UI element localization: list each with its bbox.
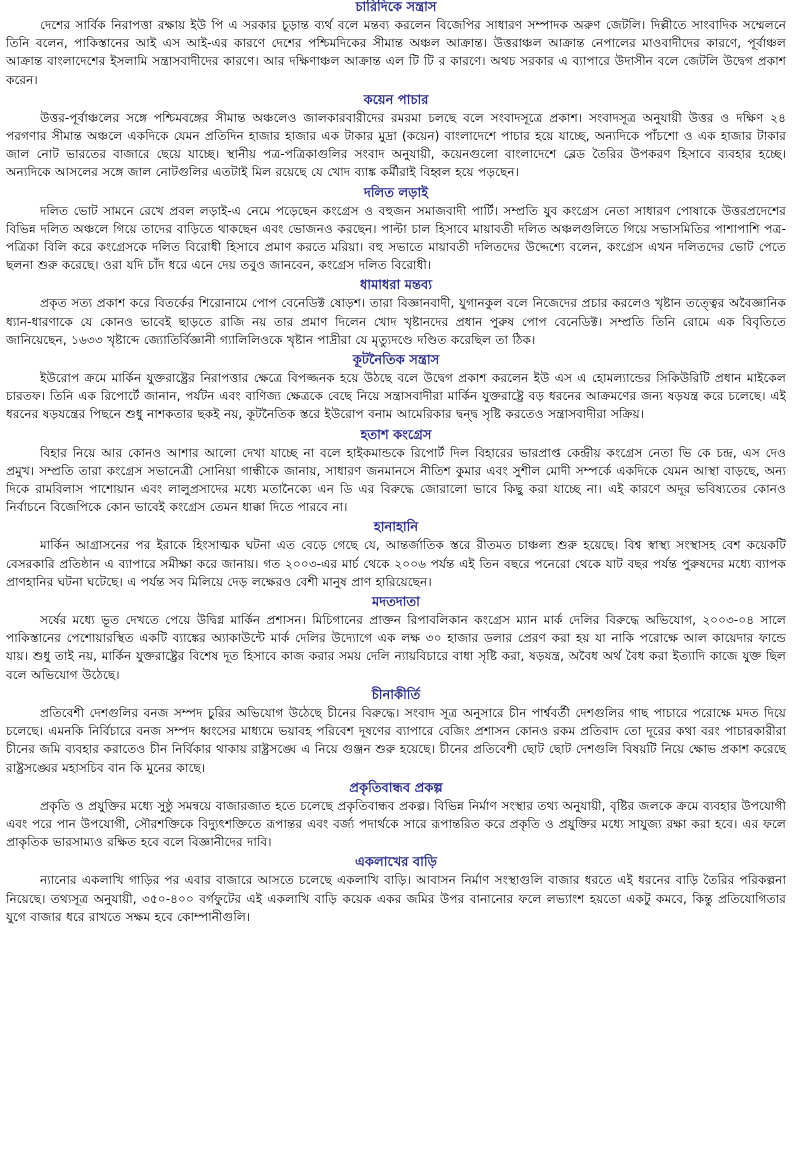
news-item-coin-smuggling <box>6 93 786 182</box>
news-headline: হানাহানি <box>373 520 419 536</box>
news-body: মার্কিন আগ্রাসনের পর ইরাকে হিংসাত্মক ঘটনা এত বেড়ে গেছে যে, আন্তর্জাতিক স্তরে রীতমত চাঞ্চল্য শুরু হয়েছে। বিশ্ব স্বাস্থ্য সংস্থাসহ বেশ কয়েকটি বেসরকারি প্রতিষ্ঠান এ ব্যাপারে সমীক্ষা করে জানায়। গত ২০০৩-এর মার্চ থেকে ২০০৬ পর্যন্ত এই তিন বছরে পনেরো থেকে যাট বছর পর্যন্ত পুরুষদের মধ্যে ব্যাপক প্রাণহানির ঘটনা ঘটেছে। এ পর্যন্ত সব মিলিয়ে দেড় লক্ষেরও বেশী মানুষ প্রাণ হারিয়েছেন। <box>6 538 786 589</box>
news-item-dalit-fight <box>6 186 786 275</box>
news-item-diplomatic-terror <box>6 353 786 424</box>
news-headline: কয়েন পাচার <box>363 92 429 108</box>
news-body: প্রকৃত সত্য প্রকাশ করে বিতর্কের শিরোনামে পোপ বেনেডিক্ট ষোড়শ। তারা বিজ্ঞানবাদী, যুগানকুল বলে নিজেদের প্রচার করলেও খৃষ্টান তত্ত্বের অবৈজ্ঞানিক ধ্যান-ধারণাকে যে কোনও ভাবেই ছাড়তে রাজি নয় তার প্রমাণ দিলেন খোদ খৃষ্টানদের প্রধান পুরুষ পোপ বেনেডিক্ট। সম্প্রতি তিনি রোমে এক বিবৃতিতে জানিয়েছেন, ১৬৩৩ খৃষ্টাব্দে জ্যোতির্বিজ্ঞানী গ্যালিলিওকে খৃষ্টান পাদ্রীরা যে মৃত্যুদণ্ডে দণ্ডিত করেছিল তা ঠিক। <box>6 296 786 347</box>
news-body: প্রকৃতি ও প্রযুক্তির মধ্যে সুষ্ঠু সমন্বয়ে বাজারজাত হতে চলেছে প্রকৃতিবান্ধব প্রকল্প। বিভিন্ন নির্মাণ সংস্থার তথ্য অনুযায়ী, বৃষ্টির জলকে ক্রমে ব্যবহার উপযোগী এবং পরে পান উপযোগী, সৌরশক্তিকে বিদ্যুৎশক্তিতে রূপান্তর এবং বর্জ্য পদার্থকে সারে রূপান্তরিত করে প্রকৃতি ও প্রযুক্তির মধ্যে সাযুজ্য রক্ষা করা হবে। এর ফলে প্রাকৃতিক ভারসাম্যও রক্ষিত হবে বলে বিজ্ঞানীদের দাবি। <box>6 798 786 850</box>
news-item-one-lakh-house <box>6 855 786 926</box>
news-headline: প্রকৃতিবান্ধব প্রকল্প <box>349 780 443 796</box>
news-body: দেশের সার্বিক নিরাপত্তা রক্ষায় ইউ পি এ সরকার চূড়ান্ত ব্যর্থ বলে মন্তব্য করলেন বিজেপির সাধারণ সম্পাদক অরুণ জেটলি। দিল্লীতে সাংবাদিক সম্মেলনে তিনি বলেন, পাকিস্তানের আই এস আই-এর কারণে দেশের পশ্চিমদিকের সীমান্ত অঞ্চল আক্রান্ত। উত্তরাঞ্চল আক্রান্ত নেপালের মাওবাদীদের কারণে, পূর্বাঞ্চল আক্রান্ত বাংলাদেশের ইসলামি সন্ত্রাসবাদীদের কারণে। আর দক্ষিণাঞ্চল আক্রান্ত এল টি টি র কারণে। অথচ সরকার এ ব্যাপারে উদাসীন বলে জেটলি উদ্বেগ প্রকাশ করেন। <box>6 18 786 87</box>
news-item-frustrated-congress <box>6 428 786 517</box>
news-body: ইউরোপ ক্রমে মার্কিন যুক্তরাষ্ট্রের নিরাপত্তার ক্ষেত্রে বিপজ্জনক হয়ে উঠছে বলে উদ্বেগ প্রকাশ করলেন ইউ এস এ হোমল্যান্ডের সিকিউরিটি প্রধান মাইকেল চারতফ। তিনি এক রিপোর্টে জানান, পর্যটন এবং বাণিজ্য ক্ষেত্রকে বেছে নিয়ে সন্ত্রাসবাদীরা মার্কিন যুক্তরাষ্ট্রে বড় ধরনের আক্রমণের জন্য ষড়যন্ত্র করে চলেছে। এই ধরনের ষড়যন্ত্রের পিছনে শুধু নাশকতার ছকই নয়, কূটনৈতিক স্তরে ইউরোপ বনাম আমেরিকার দ্বন্দ্ব সৃষ্টি করতেও সন্ত্রাসবাদীরা সক্রিয়। <box>6 371 786 422</box>
news-headline: কূটনৈতিক সন্ত্রাস <box>352 353 440 369</box>
news-item-terrorism-all-sides <box>6 0 786 89</box>
news-body: দলিত ভোট সামনে রেখে প্রবল লড়াই-এ নেমে পড়েছেন কংগ্রেস ও বহুজন সমাজবাদী পার্টি। সম্প্রতি যুব কংগ্রেস নেতা সাধারণ পোষাকে উত্তরপ্রদেশের বিভিন্ন দলিত অঞ্চলে গিয়ে তাদের বাড়িতে থাকছেন এবং ভোজনও করছেন। পাল্টা চাল হিসাবে মায়াবতী দলিত অঞ্চলগুলিতে গিয়ে সভাসমিতির পাশাপাশি পত্র-পত্রিকা বিলি করে কংগ্রেসকে দলিত বিরোধী হিসাবে প্রমাণ করতে মরিয়া। বহু সভাতে মায়াবতী দলিতদের উদ্দেশ্যে বলেন, কংগ্রেস এখন দলিতদের ভোট পেতে ছলনা শুরু করেছে। ওরা যদি চাঁদ ধরে এনে দেয় তবুও জানবেন, কংগ্রেস দলিত বিরোধী। <box>6 203 786 273</box>
news-item-pope-comment <box>6 278 786 349</box>
news-body: উত্তর-পূর্বাঞ্চলের সঙ্গে পশ্চিমবঙ্গের সীমান্ত অঞ্চলেও জালকারবারীদের রমরমা চলছে বলে সংবাদসূত্রে প্রকাশ। সংবাদসূত্র অনুযায়ী উত্তর ও দক্ষিণ ২৪ পরগণার সীমান্ত অঞ্চলে একদিকে যেমন প্রতিদিন হাজার হাজার এক টাকার মুদ্রা (কয়েন) বাংলাদেশে পাচার হয়ে যাচ্ছে, অন্যদিকে পাঁচশো ও এক হাজার টাকার জাল নোট ভারতের বাজারে ছেয়ে যাচ্ছে। স্থানীয় পত্র-পত্রিকাগুলির সংবাদ অনুযায়ী, কয়েনগুলো বাংলাদেশে ব্লেড তৈরির উপকরণ হিসাবে ব্যবহার হচ্ছে। অন্যদিকে আসলের সঙ্গে জাল নোটগুলির এতটাই মিল রয়েছে যে খোদ ব্যাঙ্ক কর্মীরাই বিহ্বল হয়ে পড়ছেন। <box>6 110 786 180</box>
news-headline: ধামাধরা মন্তব্য <box>360 278 432 294</box>
news-item-iraq-violence <box>6 520 786 591</box>
news-body: প্রতিবেশী দেশগুলির বনজ সম্পদ চুরির অভিযোগ উঠেছে চীনের বিরুদ্ধে। সংবাদ সূত্র অনুসারে চীন পার্শ্ববর্তী দেশগুলির গাছ পাচারে পরোক্ষে মদত দিয়ে চলেছে। এমনকি নির্বিচারে বনজ সম্পদ ধ্বংসের মাধ্যমে ভয়াবহ পরিবেশ দূষণের ব্যাপারে বেজিং প্রশাসন কোনও রকম প্রতিবাদ তো দূরের কথা বরং পাচারকারীরা চীনের জমি ব্যবহার করাতেও চীন নির্বিকার থাকায় রাষ্ট্রসঙ্ঘে এ নিয়ে গুঞ্জন শুরু হয়েছে। চীনের প্রতিবেশী ছোট ছোট দেশগুলি বিষয়টি নিয়ে ক্ষোভ প্রকাশ করেছে রাষ্ট্রসঙ্ঘের মহাসচিব বান কি মুনের কাছে। <box>6 705 786 775</box>
news-body: বিহার নিয়ে আর কোনও আশার আলো দেখা যাচ্ছে না বলে হাইকমান্ডকে রিপোর্ট দিল বিহারের ভারপ্রাপ্ত কেন্দ্রীয় কংগ্রেস নেতা ভি কে চন্দ্র, এস দেও প্রমুখ। সম্প্রতি তারা কংগ্রেস সভানেত্রী সোনিয়া গান্ধীকে জানায়, সাধারণ জনমানসে নীতিশ কুমার এবং সুশীল মোদী সম্পর্কে একদিকে যেমন আস্থা বাড়ছে, অন্য দিকে রামবিলাস পাশোয়ান এবং লালুপ্রসাদের মধ্যে মতানৈক্যে এন ডি এর বিরুদ্ধে জোরালো ভাবে কিছু করা যাচ্ছে না। এই কারণে অদূর ভবিষ্যতের কোনও নির্বাচনে বিজেপিকে কোন ভাবেই কংগ্রেস তেমন ধাক্কা দিতে পারবে না। <box>6 445 786 515</box>
news-item-abettor <box>6 595 786 684</box>
news-item-eco-project <box>6 781 786 852</box>
news-item-china-deeds <box>6 688 786 777</box>
news-headline: চারিদিকে সন্ত্রাস <box>355 0 437 15</box>
news-headline: চীনাকীর্তি <box>371 687 421 703</box>
news-headline: দলিত লড়াই <box>363 185 428 201</box>
news-headline: একলাখের বাড়ি <box>355 855 437 871</box>
news-body: সর্ষের মধ্যে ভূত দেখতে পেয়ে উদ্বিগ্ন মার্কিন প্রশাসন। মিচিগানের প্রাক্তন রিপাবলিকান কংগ্রেস ম্যান মার্ক দেলির বিরুদ্ধে অভিযোগ, ২০০৩-০৪ সালে পাকিস্তানের পেশোয়ারস্থিত একটি ব্যাঙ্কের অ্যাকাউন্টে মার্ক দেলির উদ্যোগে এক লক্ষ ৩০ হাজার ডলার প্রেরণ করা হয় যা নাকি পরোক্ষে আল কায়েদার ফান্ডে যায়। শুধু তাই নয়, মার্কিন যুক্তরাষ্ট্রের বিশেষ দূত হিসাবে কাজ করার সময় দেলি ন্যায়বিচারে বাধা সৃষ্টি করা, ষড়যন্ত্র, অবৈধ অর্থ বৈধ করা ইত্যাদি কাজে যুক্ত ছিল বলে অভিযোগ উঠেছে। <box>6 613 786 682</box>
news-headline: মদতদাতা <box>372 595 420 611</box>
news-headline: হতাশ কংগ্রেস <box>360 427 432 443</box>
news-body: ন্যানোর একলাখি গাড়ির পর এবার বাজারে আসতে চলেছে একলাখি বাড়ি। আবাসন নির্মাণ সংস্থাগুলি বাজার ধরতে এই ধরনের বাড়ি তৈরির পরিকল্পনা নিয়েছে। তথ্যসূত্র অনুযায়ী, ৩৫০-৪০০ বর্গফুটের এই একলাখি বাড়ি কয়েক একর জমির উপর বানানোর ফলে লভ্যাংশ হয়তো একটু কমবে, কিন্তু প্রতিযোগিতার যুগে বাজার ধরে রাখতে সক্ষম হবে কোম্পানীগুলি। <box>6 873 786 924</box>
